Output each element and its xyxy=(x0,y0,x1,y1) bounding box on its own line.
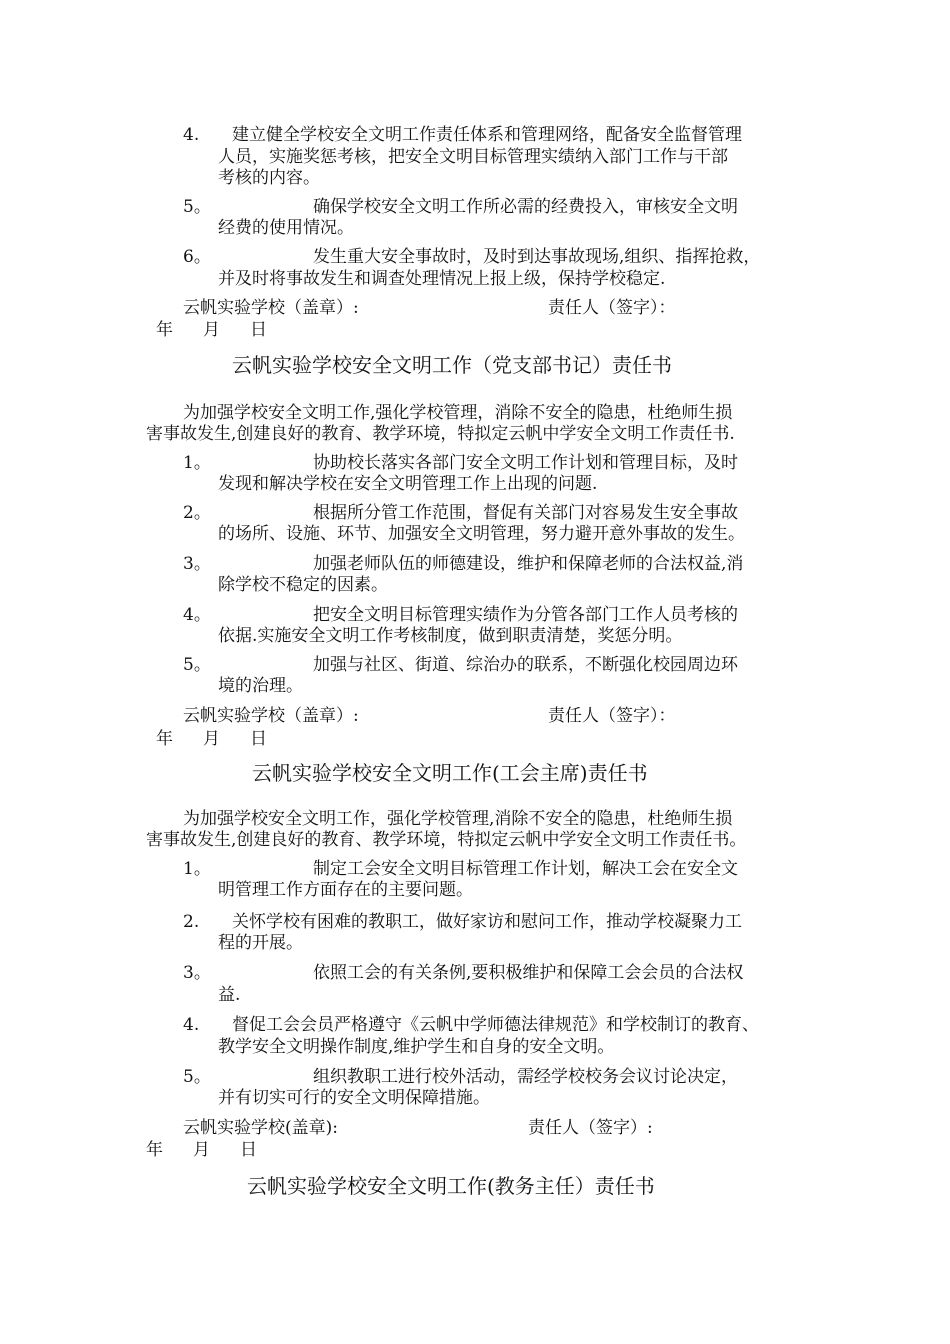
date-month: 月 xyxy=(193,1140,210,1160)
seal-label: 云帆实验学校（盖章）: xyxy=(183,298,359,318)
intro-text: 害事故发生,创建良好的教育、教学环境，特拟定云帆中学安全文明工作责任书。 xyxy=(146,830,747,850)
item-text: 依照工会的有关条例,要积极维护和保障工会会员的合法权 xyxy=(313,963,744,983)
item-number: 6。 xyxy=(183,247,211,267)
section-title: 云帆实验学校安全文明工作（党支部书记）责任书 xyxy=(232,353,672,377)
signature-label: 责任人（签字）: xyxy=(528,1118,653,1138)
section-title: 云帆实验学校安全文明工作(教务主任）责任书 xyxy=(247,1174,655,1198)
section-title: 云帆实验学校安全文明工作(工会主席)责任书 xyxy=(252,761,648,785)
item-number: 4. xyxy=(183,1015,200,1035)
item-number: 5。 xyxy=(183,1067,211,1087)
signature-label: 责任人（签字）： xyxy=(548,706,676,726)
item-text: 督促工会会员严格遵守《云帆中学师德法律规范》和学校制订的教育、 xyxy=(232,1015,759,1035)
seal-label: 云帆实验学校（盖章）: xyxy=(183,706,359,726)
item-number: 1。 xyxy=(183,859,211,879)
item-text: 考核的内容。 xyxy=(218,168,320,188)
item-text: 根据所分管工作范围，督促有关部门对容易发生安全事故 xyxy=(313,503,738,523)
item-text: 人员，实施奖惩考核，把安全文明目标管理实绩纳入部门工作与干部 xyxy=(218,147,728,167)
item-text: 益. xyxy=(218,985,241,1005)
item-text: 组织教职工进行校外活动，需经学校校务会议讨论决定， xyxy=(313,1067,738,1087)
date-year: 年 xyxy=(156,729,173,749)
intro-text: 害事故发生,创建良好的教育、教学环境，特拟定云帆中学安全文明工作责任书. xyxy=(146,424,735,444)
date-day: 日 xyxy=(250,729,267,749)
date-year: 年 xyxy=(146,1140,163,1160)
item-text: 并有切实可行的安全文明保障措施。 xyxy=(218,1088,490,1108)
item-number: 5。 xyxy=(183,655,211,675)
item-text: 境的治理。 xyxy=(218,676,303,696)
item-text: 除学校不稳定的因素。 xyxy=(218,575,388,595)
date-month: 月 xyxy=(203,729,220,749)
item-number: 3。 xyxy=(183,554,211,574)
item-number: 5。 xyxy=(183,197,211,217)
item-text: 协助校长落实各部门安全文明工作计划和管理目标，及时 xyxy=(313,453,738,473)
item-number: 2。 xyxy=(183,503,211,523)
item-text: 建立健全学校安全文明工作责任体系和管理网络，配备安全监督管理 xyxy=(232,125,742,145)
item-text: 发生重大安全事故时，及时到达事故现场,组织、指挥抢救， xyxy=(313,247,761,267)
item-text: 关怀学校有困难的教职工，做好家访和慰问工作，推动学校凝聚力工 xyxy=(232,912,742,932)
date-day: 日 xyxy=(250,320,267,340)
item-text: 的场所、设施、环节、加强安全文明管理，努力避开意外事故的发生。 xyxy=(218,524,745,544)
item-text: 确保学校安全文明工作所必需的经费投入，审核安全文明 xyxy=(313,197,738,217)
item-number: 3。 xyxy=(183,963,211,983)
item-text: 依据.实施安全文明工作考核制度，做到职责清楚，奖惩分明。 xyxy=(218,626,683,646)
date-day: 日 xyxy=(240,1140,257,1160)
item-text: 把安全文明目标管理实绩作为分管各部门工作人员考核的 xyxy=(313,605,738,625)
date-month: 月 xyxy=(203,320,220,340)
date-year: 年 xyxy=(156,320,173,340)
signature-label: 责任人（签字）： xyxy=(548,298,676,318)
intro-text: 为加强学校安全文明工作，强化学校管理,消除不安全的隐患，杜绝师生损 xyxy=(183,809,733,829)
item-text: 程的开展。 xyxy=(218,933,303,953)
item-number: 4. xyxy=(183,125,200,145)
item-text: 明管理工作方面存在的主要问题。 xyxy=(218,880,473,900)
item-text: 并及时将事故发生和调查处理情况上报上级，保持学校稳定. xyxy=(218,269,666,289)
item-text: 发现和解决学校在安全文明管理工作上出现的问题. xyxy=(218,474,598,494)
item-text: 加强老师队伍的师德建设，维护和保障老师的合法权益,消 xyxy=(313,554,744,574)
item-text: 经费的使用情况。 xyxy=(218,218,354,238)
item-text: 制定工会安全文明目标管理工作计划，解决工会在安全文 xyxy=(313,859,738,879)
item-number: 1。 xyxy=(183,453,211,473)
item-text: 加强与社区、街道、综治办的联系，不断强化校园周边环 xyxy=(313,655,738,675)
item-text: 教学安全文明操作制度,维护学生和自身的安全文明。 xyxy=(218,1037,615,1057)
seal-label: 云帆实验学校(盖章): xyxy=(183,1118,338,1138)
intro-text: 为加强学校安全文明工作,强化学校管理，消除不安全的隐患，杜绝师生损 xyxy=(183,403,733,423)
item-number: 4。 xyxy=(183,605,211,625)
item-number: 2. xyxy=(183,912,200,932)
